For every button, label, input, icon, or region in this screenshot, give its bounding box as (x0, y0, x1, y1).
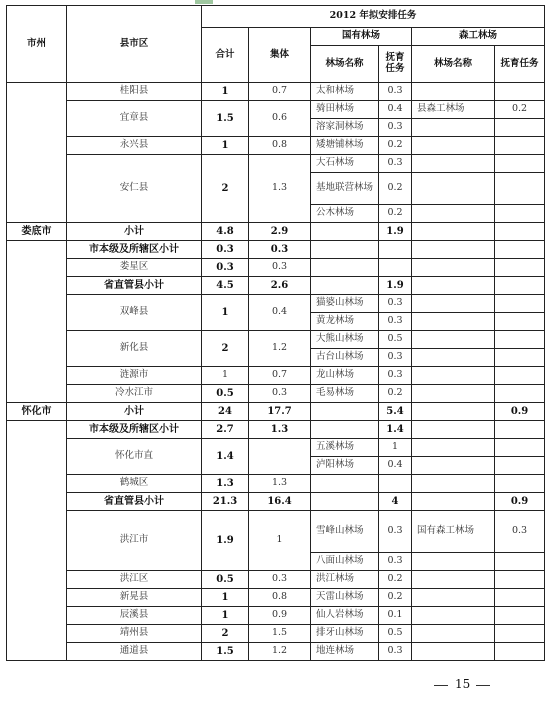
farm-name-cell: 排牙山林场 (311, 625, 379, 643)
forest-tending-header: 抚育任务 (495, 46, 545, 83)
tending-cell: 0.3 (379, 83, 412, 101)
forest-farm-name-header: 林场名称 (412, 46, 495, 83)
collective-cell: 0.3 (249, 241, 311, 259)
county-cell: 冷水江市 (67, 385, 202, 403)
forest-farm-name-cell (412, 475, 495, 493)
farm-name-cell (311, 493, 379, 511)
total-cell: 2.7 (202, 421, 249, 439)
tending-cell: 0.2 (379, 385, 412, 403)
county-cell: 省直管县小计 (67, 277, 202, 295)
forest-farm-name-cell (412, 349, 495, 367)
forest-tending-cell (495, 277, 545, 295)
total-cell: 2 (202, 155, 249, 223)
forest-tending-cell (495, 331, 545, 349)
city-cell (7, 241, 67, 403)
farm-name-cell (311, 241, 379, 259)
farm-name-cell: 仙人岩林场 (311, 607, 379, 625)
tending-cell: 0.3 (379, 119, 412, 137)
forest-tending-cell (495, 589, 545, 607)
forest-industry-farm-header: 森工林场 (412, 28, 545, 46)
forest-tending-cell (495, 553, 545, 571)
farm-name-cell: 矮塘铺林场 (311, 137, 379, 155)
collective-cell: 1 (249, 511, 311, 571)
farm-name-cell (311, 421, 379, 439)
forest-tending-cell (495, 385, 545, 403)
tending-cell: 0.2 (379, 205, 412, 223)
forest-tending-cell (495, 439, 545, 457)
total-cell: 0.5 (202, 385, 249, 403)
county-cell: 洪江区 (67, 571, 202, 589)
total-cell: 1.5 (202, 101, 249, 137)
forest-farm-name-cell (412, 607, 495, 625)
tending-cell: 4 (379, 493, 412, 511)
county-cell: 宜章县 (67, 101, 202, 137)
forest-farm-name-cell (412, 589, 495, 607)
forest-farm-name-cell (412, 259, 495, 277)
forest-tending-cell: 0.9 (495, 403, 545, 421)
collective-cell: 1.2 (249, 643, 311, 661)
forest-tending-cell (495, 457, 545, 475)
footer-dash-right (476, 685, 490, 686)
forest-tending-cell (495, 349, 545, 367)
total-cell: 0.3 (202, 259, 249, 277)
tending-cell: 0.2 (379, 173, 412, 205)
tending-cell: 0.3 (379, 295, 412, 313)
farm-name-cell: 黄龙林场 (311, 313, 379, 331)
farm-name-cell (311, 403, 379, 421)
farm-name-cell: 地连林场 (311, 643, 379, 661)
county-cell: 娄星区 (67, 259, 202, 277)
tending-cell (379, 241, 412, 259)
total-cell: 4.8 (202, 223, 249, 241)
collective-cell: 0.4 (249, 295, 311, 331)
collective-cell: 1.3 (249, 475, 311, 493)
collective-cell: 0.3 (249, 571, 311, 589)
county-cell: 省直管县小计 (67, 493, 202, 511)
farm-name-cell (311, 259, 379, 277)
county-cell: 辰溪县 (67, 607, 202, 625)
forest-farm-name-cell: 县森工林场 (412, 101, 495, 119)
county-cell: 桂阳县 (67, 83, 202, 101)
task-title-header: 2012 年拟安排任务 (202, 6, 545, 28)
collective-cell (249, 439, 311, 475)
total-cell: 1.9 (202, 511, 249, 571)
collective-cell: 0.7 (249, 367, 311, 385)
farm-name-cell: 天雷山林场 (311, 589, 379, 607)
forest-tending-cell (495, 173, 545, 205)
county-cell: 永兴县 (67, 137, 202, 155)
farm-name-cell: 八面山林场 (311, 553, 379, 571)
total-cell: 0.5 (202, 571, 249, 589)
farm-name-cell: 基地联营林场 (311, 173, 379, 205)
forest-farm-name-cell (412, 223, 495, 241)
forest-farm-name-cell (412, 83, 495, 101)
county-cell: 小计 (67, 223, 202, 241)
forest-tending-cell (495, 367, 545, 385)
forest-task-table (6, 5, 545, 661)
forest-tending-cell (495, 223, 545, 241)
forest-tending-cell (495, 643, 545, 661)
forest-farm-name-cell (412, 155, 495, 173)
tending-cell: 0.2 (379, 589, 412, 607)
forest-farm-name-cell (412, 205, 495, 223)
forest-farm-name-cell (412, 137, 495, 155)
forest-farm-name-cell (412, 643, 495, 661)
county-column-header: 县市区 (67, 6, 202, 83)
forest-tending-cell (495, 607, 545, 625)
forest-tending-cell (495, 475, 545, 493)
forest-farm-name-cell (412, 403, 495, 421)
farm-name-cell (311, 475, 379, 493)
forest-tending-cell: 0.2 (495, 101, 545, 119)
total-cell: 1 (202, 295, 249, 331)
forest-farm-name-cell (412, 173, 495, 205)
collective-cell: 17.7 (249, 403, 311, 421)
forest-farm-name-cell (412, 313, 495, 331)
collective-cell: 0.3 (249, 385, 311, 403)
tending-cell: 1.9 (379, 277, 412, 295)
tending-cell: 0.2 (379, 137, 412, 155)
farm-name-cell: 毛易林场 (311, 385, 379, 403)
forest-tending-cell: 0.3 (495, 511, 545, 553)
county-cell: 涟源市 (67, 367, 202, 385)
total-cell: 1 (202, 367, 249, 385)
tending-cell: 0.5 (379, 331, 412, 349)
forest-farm-name-cell (412, 277, 495, 295)
forest-tending-cell (495, 295, 545, 313)
forest-tending-cell (495, 155, 545, 173)
total-cell: 2 (202, 625, 249, 643)
city-cell (7, 421, 67, 661)
total-cell: 1.5 (202, 643, 249, 661)
tending-cell: 0.4 (379, 457, 412, 475)
tending-cell: 0.5 (379, 625, 412, 643)
total-cell: 1.4 (202, 439, 249, 475)
forest-tending-cell (495, 259, 545, 277)
tending-cell: 0.3 (379, 349, 412, 367)
collective-cell: 1.3 (249, 155, 311, 223)
forest-farm-name-cell (412, 571, 495, 589)
tending-cell: 0.3 (379, 367, 412, 385)
farm-name-cell: 泸阳林场 (311, 457, 379, 475)
county-cell: 鹤城区 (67, 475, 202, 493)
tending-cell: 0.3 (379, 643, 412, 661)
city-cell: 怀化市 (7, 403, 67, 421)
county-cell: 新晃县 (67, 589, 202, 607)
county-cell: 安仁县 (67, 155, 202, 223)
total-cell: 2 (202, 331, 249, 367)
total-cell: 24 (202, 403, 249, 421)
collective-cell: 0.9 (249, 607, 311, 625)
collective-cell: 16.4 (249, 493, 311, 511)
tending-cell: 0.3 (379, 511, 412, 553)
forest-tending-cell (495, 119, 545, 137)
total-cell: 0.3 (202, 241, 249, 259)
farm-name-cell: 猫婆山林场 (311, 295, 379, 313)
tending-cell: 0.3 (379, 553, 412, 571)
tending-cell: 0.3 (379, 155, 412, 173)
state-farm-header: 国有林场 (311, 28, 412, 46)
county-cell: 双峰县 (67, 295, 202, 331)
forest-tending-cell (495, 625, 545, 643)
collective-cell: 1.3 (249, 421, 311, 439)
farm-name-cell: 溶家洞林场 (311, 119, 379, 137)
county-cell: 洪江市 (67, 511, 202, 571)
forest-tending-cell (495, 421, 545, 439)
tending-cell: 1 (379, 439, 412, 457)
collective-cell: 2.9 (249, 223, 311, 241)
tending-cell: 1.4 (379, 421, 412, 439)
forest-farm-name-cell (412, 331, 495, 349)
forest-farm-name-cell (412, 457, 495, 475)
total-cell: 4.5 (202, 277, 249, 295)
forest-farm-name-cell: 国有森工林场 (412, 511, 495, 553)
collective-column-header: 集体 (249, 28, 311, 83)
farm-name-cell: 龙山林场 (311, 367, 379, 385)
top-edge-mark (195, 0, 213, 4)
farm-name-cell (311, 223, 379, 241)
collective-cell: 1.2 (249, 331, 311, 367)
total-cell: 1 (202, 607, 249, 625)
state-tending-header: 抚育任务 (379, 46, 412, 83)
forest-farm-name-cell (412, 119, 495, 137)
farm-name-cell: 骑田林场 (311, 101, 379, 119)
county-cell: 怀化市直 (67, 439, 202, 475)
forest-farm-name-cell (412, 421, 495, 439)
collective-cell: 0.3 (249, 259, 311, 277)
tending-cell: 0.1 (379, 607, 412, 625)
city-column-header: 市州 (7, 6, 67, 83)
county-cell: 通道县 (67, 643, 202, 661)
county-cell: 小计 (67, 403, 202, 421)
farm-name-cell: 雪峰山林场 (311, 511, 379, 553)
tending-cell: 5.4 (379, 403, 412, 421)
forest-tending-cell (495, 205, 545, 223)
collective-cell: 2.6 (249, 277, 311, 295)
farm-name-cell: 古台山林场 (311, 349, 379, 367)
forest-tending-cell (495, 313, 545, 331)
farm-name-cell: 公木林场 (311, 205, 379, 223)
forest-tending-cell (495, 137, 545, 155)
total-cell: 1 (202, 137, 249, 155)
city-cell: 娄底市 (7, 223, 67, 241)
total-cell: 21.3 (202, 493, 249, 511)
total-cell: 1 (202, 589, 249, 607)
tending-cell: 0.3 (379, 313, 412, 331)
page-number: 15 (455, 677, 471, 691)
tending-cell (379, 475, 412, 493)
total-column-header: 合计 (202, 28, 249, 83)
county-cell: 新化县 (67, 331, 202, 367)
forest-farm-name-cell (412, 241, 495, 259)
county-cell: 市本级及所辖区小计 (67, 421, 202, 439)
collective-cell: 0.7 (249, 83, 311, 101)
farm-name-cell: 五溪林场 (311, 439, 379, 457)
forest-tending-cell (495, 571, 545, 589)
forest-tending-cell: 0.9 (495, 493, 545, 511)
forest-tending-cell (495, 241, 545, 259)
forest-tending-cell (495, 83, 545, 101)
farm-name-cell (311, 277, 379, 295)
collective-cell: 0.8 (249, 589, 311, 607)
farm-name-cell: 洪江林场 (311, 571, 379, 589)
county-cell: 市本级及所辖区小计 (67, 241, 202, 259)
tending-cell: 1.9 (379, 223, 412, 241)
forest-farm-name-cell (412, 295, 495, 313)
state-farm-name-header: 林场名称 (311, 46, 379, 83)
collective-cell: 0.8 (249, 137, 311, 155)
total-cell: 1.3 (202, 475, 249, 493)
forest-farm-name-cell (412, 493, 495, 511)
city-cell (7, 83, 67, 223)
page-footer (0, 676, 550, 696)
county-cell: 靖州县 (67, 625, 202, 643)
farm-name-cell: 太和林场 (311, 83, 379, 101)
forest-farm-name-cell (412, 439, 495, 457)
farm-name-cell: 大熊山林场 (311, 331, 379, 349)
tending-cell (379, 259, 412, 277)
collective-cell: 1.5 (249, 625, 311, 643)
collective-cell: 0.6 (249, 101, 311, 137)
footer-dash-left (434, 685, 448, 686)
forest-farm-name-cell (412, 625, 495, 643)
tending-cell: 0.2 (379, 571, 412, 589)
forest-farm-name-cell (412, 367, 495, 385)
tending-cell: 0.4 (379, 101, 412, 119)
total-cell: 1 (202, 83, 249, 101)
farm-name-cell: 大石林场 (311, 155, 379, 173)
forest-farm-name-cell (412, 385, 495, 403)
forest-farm-name-cell (412, 553, 495, 571)
